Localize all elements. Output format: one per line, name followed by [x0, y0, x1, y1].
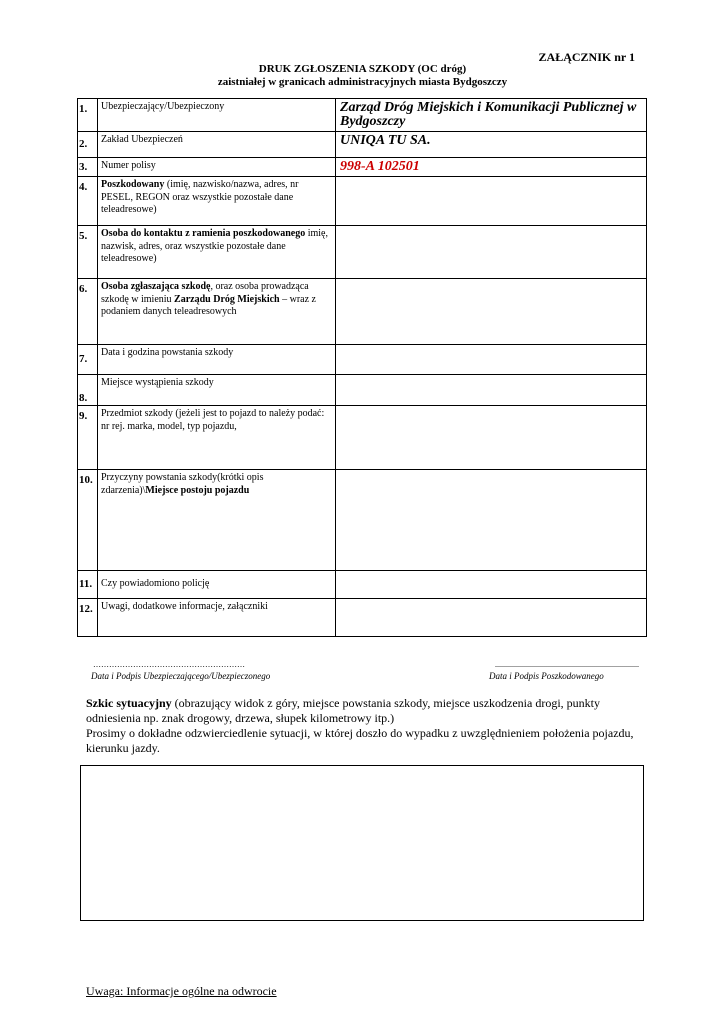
row-label: Ubezpieczający/Ubezpieczony: [98, 99, 336, 132]
row-label: Miejsce wystąpienia szkody: [98, 375, 336, 406]
label-text: – wraz z podaniem danych teleadresowych: [101, 293, 316, 317]
sketch-request: Prosimy o dokładne odzwierciedlenie sytuacji, w której doszło do wypadku z uwzględnieniem położenia pojazdu, kierunku jazdy.: [86, 726, 634, 755]
claim-form-table: [77, 98, 647, 637]
row-label: [98, 177, 336, 226]
row-number: 11.: [78, 571, 98, 599]
row-label: [98, 226, 336, 279]
footer-note: Uwaga: Informacje ogólne na odwrocie: [86, 984, 277, 998]
document-title: [0, 63, 725, 89]
form-row-insurer: [78, 132, 647, 158]
row-number: 3.: [78, 158, 98, 177]
row-label: [98, 470, 336, 571]
reporter-field[interactable]: [336, 279, 647, 345]
row-number: 10.: [78, 470, 98, 571]
signature-line-insured[interactable]: …………………………………………………: [93, 660, 245, 669]
row-label: [98, 279, 336, 345]
signature-caption-injured: Data i Podpis Poszkodowanego: [489, 671, 604, 681]
label-text: (imię, nazwisko/nazwa, adres, nr PESEL, REGON oraz wszystkie pozostałe dane teleadresowe): [101, 179, 299, 215]
label-text: , oraz osoba prowadząca szkodę w imieniu: [101, 281, 309, 305]
remarks-field[interactable]: [336, 599, 647, 637]
label-bold: Zarządu Dróg Miejskich: [174, 293, 280, 305]
form-row-cause: [78, 470, 647, 571]
injured-field[interactable]: [336, 177, 647, 226]
form-row-location: [78, 375, 647, 406]
label-bold: Osoba zgłaszająca szkodę: [101, 281, 211, 292]
date-time-field[interactable]: [336, 345, 647, 375]
damage-subject-field[interactable]: [336, 406, 647, 470]
row-label: Czy powiadomiono policję: [98, 571, 336, 599]
row-label: Zakład Ubezpieczeń: [98, 132, 336, 158]
row-label: Przedmiot szkody (jeżeli jest to pojazd to należy podać: nr rej. marka, model, typ pojazdu,: [98, 406, 336, 470]
title-line-2: zaistniałej w granicach administracyjnych miasta Bydgoszczy: [217, 76, 508, 88]
cause-field[interactable]: [336, 470, 647, 571]
insured-value[interactable]: Zarząd Dróg Miejskich i Komunikacji Publicznej w Bydgoszczy: [336, 99, 647, 132]
label-text: Przyczyny powstania szkody(krótki opis zdarzenia)\: [101, 472, 264, 496]
sketch-heading: Szkic sytuacyjny: [86, 696, 172, 710]
row-number: 8.: [78, 375, 98, 406]
row-number: 5.: [78, 226, 98, 279]
sketch-description: (obrazujący widok z góry, miejsce powstania szkody, miejsce uszkodzenia drogi, punkty odniesienia np. znak drogowy, drzewa, słupek kilometrowy itp.): [86, 696, 600, 725]
form-row-reporter: [78, 279, 647, 345]
location-field[interactable]: [336, 375, 647, 406]
form-row-contact: [78, 226, 647, 279]
row-number: 12.: [78, 599, 98, 637]
attachment-label: ZAŁĄCZNIK nr 1: [538, 50, 635, 64]
row-label: Numer polisy: [98, 158, 336, 177]
label-text: imię, nazwisk, adres, oraz wszystkie pozostałe dane teleadresowe): [101, 228, 328, 264]
row-label: Uwagi, dodatkowe informacje, załączniki: [98, 599, 336, 637]
row-number: 1.: [78, 99, 98, 132]
row-number: 9.: [78, 406, 98, 470]
form-row-policy: [78, 158, 647, 177]
title-line-1: DRUK ZGŁOSZENIA SZKODY (OC dróg): [258, 63, 467, 75]
row-number: 4.: [78, 177, 98, 226]
signature-caption-insured: Data i Podpis Ubezpieczającego/Ubezpieczonego: [91, 671, 271, 681]
contact-person-field[interactable]: [336, 226, 647, 279]
form-row-insured: [78, 99, 647, 132]
sketch-instructions: [86, 696, 646, 756]
label-bold: Osoba do kontaktu z ramienia poszkodowanego: [101, 228, 306, 239]
row-label: Data i godzina powstania szkody: [98, 345, 336, 375]
label-bold: Miejsce postoju pojazdu: [145, 484, 250, 496]
sketch-drawing-area[interactable]: [80, 765, 644, 921]
form-row-date: [78, 345, 647, 375]
signature-line-injured[interactable]: ........................................................................: [495, 660, 639, 669]
row-number: 7.: [78, 345, 98, 375]
form-row-subject: [78, 406, 647, 470]
policy-number-value[interactable]: 998-A 102501: [336, 158, 647, 177]
form-row-police: [78, 571, 647, 599]
police-notified-field[interactable]: [336, 571, 647, 599]
row-number: 6.: [78, 279, 98, 345]
insurer-value[interactable]: UNIQA TU SA.: [336, 132, 647, 158]
form-row-remarks: [78, 599, 647, 637]
form-row-injured: [78, 177, 647, 226]
row-number: 2.: [78, 132, 98, 158]
label-bold: Poszkodowany: [101, 179, 165, 190]
